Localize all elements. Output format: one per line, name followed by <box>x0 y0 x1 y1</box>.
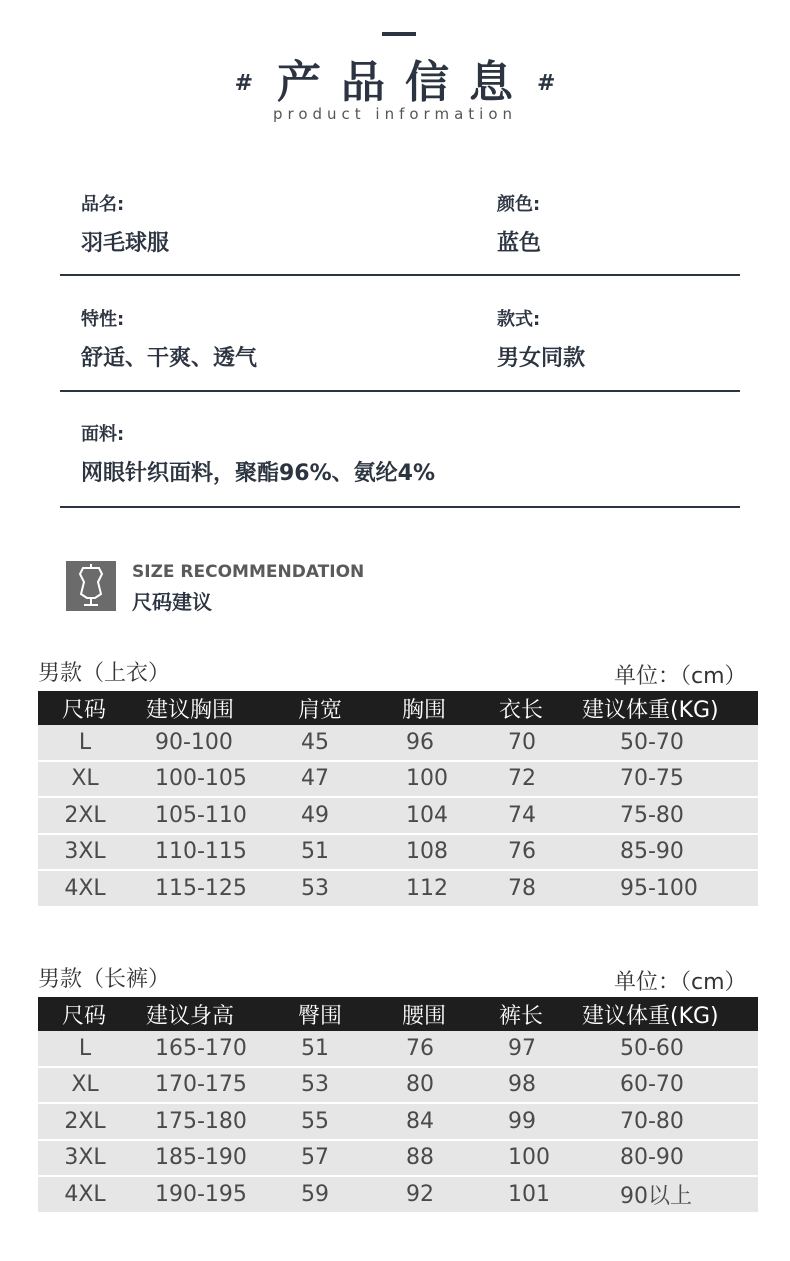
pants-table-unit: 单位：（cm） <box>614 970 747 995</box>
table-cell: 51 <box>301 1035 329 1061</box>
product-style <box>497 305 585 372</box>
product-feature-label: 特性: <box>81 309 125 330</box>
product-color-value: 蓝色 <box>497 231 542 256</box>
table-cell: 175-180 <box>155 1108 247 1134</box>
table-header-cell: 尺码 <box>62 1003 107 1029</box>
table-cell: 95-100 <box>620 875 698 901</box>
table-row <box>38 1177 758 1214</box>
title-row <box>0 48 790 108</box>
tops-table-title: 男款（上衣） <box>38 661 171 686</box>
product-fabric <box>81 420 435 487</box>
info-row-3 <box>60 420 740 508</box>
table-cell: 90-100 <box>155 729 233 755</box>
table-cell: 47 <box>301 766 329 792</box>
table-cell: 92 <box>406 1181 434 1207</box>
table-cell: 185-190 <box>155 1145 247 1171</box>
table-cell: 4XL <box>64 1181 106 1207</box>
table-cell: 74 <box>508 802 536 828</box>
table-header-cell: 腰围 <box>402 1003 447 1029</box>
pants-size-table <box>38 997 758 1214</box>
table-cell: 170-175 <box>155 1072 247 1098</box>
table-header-cell: 胸围 <box>402 697 447 723</box>
title-dash <box>382 32 416 36</box>
table-cell: 53 <box>301 875 329 901</box>
table-cell: XL <box>71 766 99 792</box>
table-header-cell: 建议身高 <box>146 1003 235 1029</box>
table-row <box>38 1141 758 1178</box>
size-title-cn: 尺码建议 <box>132 590 212 614</box>
table-cell: 80-90 <box>620 1145 684 1171</box>
tops-table-unit: 单位：（cm） <box>614 664 747 689</box>
mannequin-icon <box>66 561 116 611</box>
product-name-label: 品名: <box>81 194 125 215</box>
table-cell: 84 <box>406 1108 434 1134</box>
table-cell: 96 <box>406 729 434 755</box>
table-row <box>38 1031 758 1068</box>
table-row <box>38 835 758 872</box>
table-header-cell: 建议体重(KG) <box>582 697 719 723</box>
table-row <box>38 871 758 908</box>
table-cell: 45 <box>301 729 329 755</box>
table-header-cell: 尺码 <box>62 697 107 723</box>
table-cell: 99 <box>508 1108 536 1134</box>
table-cell: 76 <box>406 1035 434 1061</box>
table-cell: 70 <box>508 729 536 755</box>
product-style-value: 男女同款 <box>497 346 586 371</box>
table-cell: 50-60 <box>620 1035 684 1061</box>
page-subtitle: product information <box>272 105 518 123</box>
hash-left: # <box>234 70 253 96</box>
product-name-value: 羽毛球服 <box>81 231 170 256</box>
table-header-cell: 建议胸围 <box>146 697 235 723</box>
product-fabric-value: 网眼针织面料，聚酯96%、氨纶4% <box>81 461 436 486</box>
info-row-1 <box>60 190 740 276</box>
table-cell: 4XL <box>64 875 106 901</box>
table-header-cell: 衣长 <box>499 697 544 723</box>
table-cell: 108 <box>406 839 448 865</box>
pants-table-title: 男款（长裤） <box>38 967 171 992</box>
table-cell: 115-125 <box>155 875 247 901</box>
table-cell: XL <box>71 1072 99 1098</box>
table-cell: 100-105 <box>155 766 247 792</box>
table-cell: 97 <box>508 1035 536 1061</box>
table-cell: 2XL <box>64 802 106 828</box>
table-cell: 3XL <box>64 839 106 865</box>
table-cell: 90以上 <box>620 1183 692 1209</box>
table-cell: 105-110 <box>155 802 247 828</box>
table-header-row <box>38 997 758 1031</box>
table-cell: 104 <box>406 802 448 828</box>
table-cell: L <box>78 729 92 755</box>
table-cell: 100 <box>406 766 448 792</box>
product-feature <box>81 305 257 372</box>
table-header-cell: 肩宽 <box>298 697 343 723</box>
table-cell: 57 <box>301 1145 329 1171</box>
table-cell: 85-90 <box>620 839 684 865</box>
product-feature-value: 舒适、干爽、透气 <box>81 346 258 371</box>
table-cell: 76 <box>508 839 536 865</box>
table-cell: 101 <box>508 1181 550 1207</box>
product-fabric-label: 面料: <box>81 424 125 445</box>
table-cell: 70-75 <box>620 766 684 792</box>
table-header-cell: 臀围 <box>298 1003 343 1029</box>
table-row <box>38 762 758 799</box>
table-header-cell: 裤长 <box>499 1003 544 1029</box>
table-cell: 53 <box>301 1072 329 1098</box>
table-cell: 59 <box>301 1181 329 1207</box>
table-header-cell: 建议体重(KG) <box>582 1003 719 1029</box>
table-cell: 70-80 <box>620 1108 684 1134</box>
table-cell: 110-115 <box>155 839 247 865</box>
table-row <box>38 798 758 835</box>
table-cell: 112 <box>406 875 448 901</box>
table-cell: 88 <box>406 1145 434 1171</box>
table-cell: 49 <box>301 802 329 828</box>
table-cell: L <box>78 1035 92 1061</box>
table-cell: 51 <box>301 839 329 865</box>
table-cell: 3XL <box>64 1145 106 1171</box>
table-cell: 55 <box>301 1108 329 1134</box>
size-title-en: SIZE RECOMMENDATION <box>132 562 365 582</box>
table-cell: 80 <box>406 1072 434 1098</box>
hash-right: # <box>537 70 556 96</box>
product-style-label: 款式: <box>497 309 541 330</box>
table-cell: 98 <box>508 1072 536 1098</box>
table-cell: 60-70 <box>620 1072 684 1098</box>
table-row <box>38 1068 758 1105</box>
page-title: 产品信息 <box>277 57 533 108</box>
product-name <box>81 190 169 257</box>
table-cell: 100 <box>508 1145 550 1171</box>
table-cell: 2XL <box>64 1108 106 1134</box>
table-cell: 50-70 <box>620 729 684 755</box>
product-color <box>497 190 541 257</box>
table-cell: 75-80 <box>620 802 684 828</box>
table-row <box>38 1104 758 1141</box>
table-cell: 72 <box>508 766 536 792</box>
table-header-row <box>38 691 758 725</box>
table-cell: 165-170 <box>155 1035 247 1061</box>
info-row-2 <box>60 305 740 392</box>
product-color-label: 颜色: <box>497 194 541 215</box>
table-row <box>38 725 758 762</box>
table-cell: 190-195 <box>155 1181 247 1207</box>
tops-size-table <box>38 691 758 908</box>
table-cell: 78 <box>508 875 536 901</box>
